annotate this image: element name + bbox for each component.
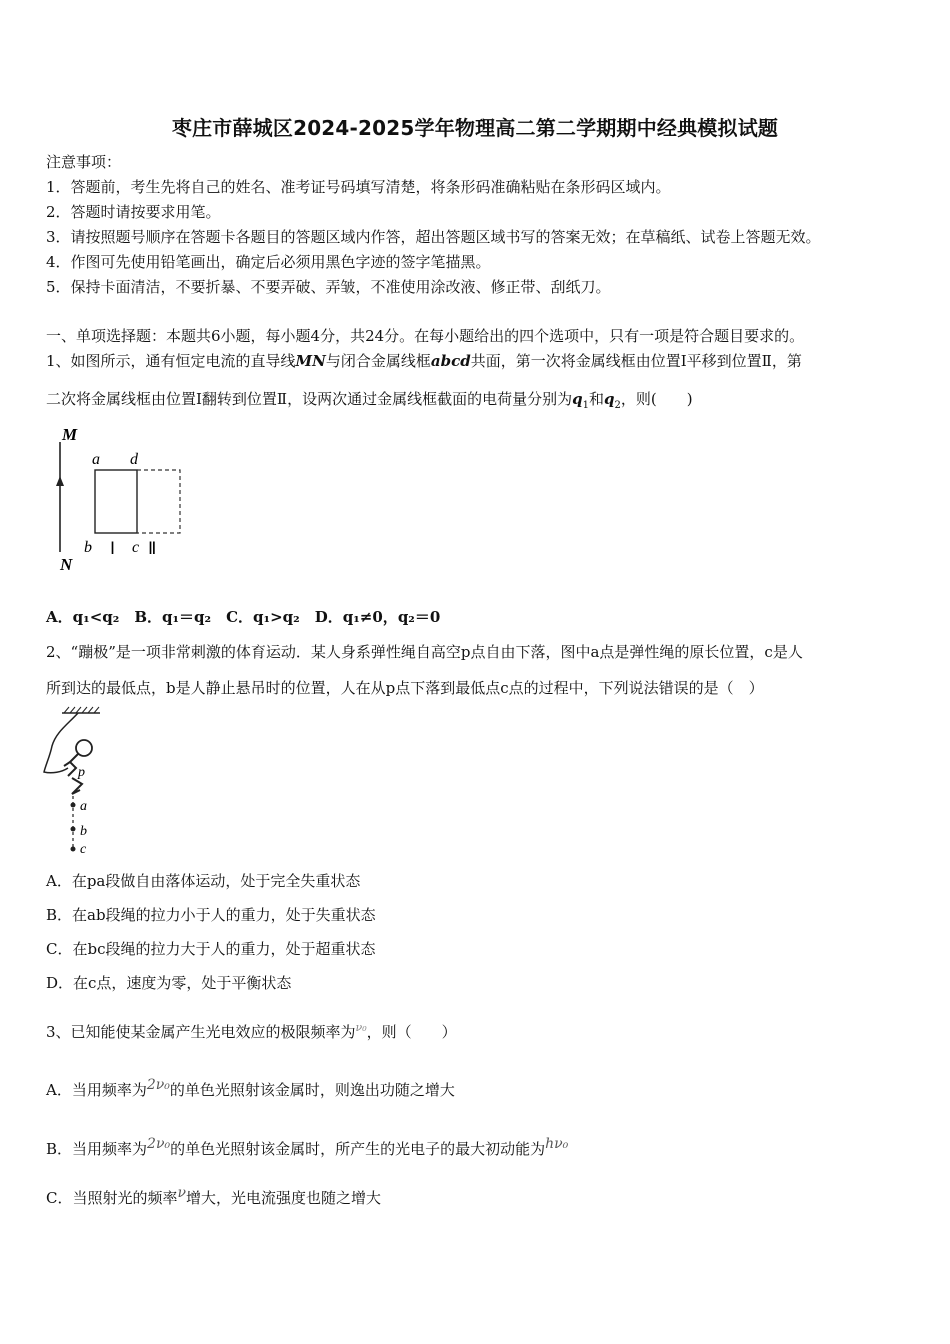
label-c: c [132,539,140,556]
q3-option-c: C．当照射光的频率ν增大，光电流强度也随之增大 [46,1185,382,1207]
q3-stem: 3、已知能使某金属产生光电效应的极限频率为$^{\nu_0}$，则（ ） [46,1021,457,1041]
q2-stem-line2: 所到达的最低点，b是人静止悬吊时的位置，人在从p点下落到最低点c点的过程中，下列说法错误的是（ ） [46,679,764,697]
notice-item: 4．作图可先使用铅笔画出，确定后必须用黑色字迹的签字笔描黑。 [46,253,491,271]
label-I: Ⅰ [110,539,116,558]
notice-item: 5．保持卡面清洁，不要折暴、不要弄破、弄皱，不准使用涂改液、修正带、刮纸刀。 [46,278,611,296]
section-heading: 一、单项选择题：本题共6小题，每小题4分，共24分。在每小题给出的四个选项中，只有一项是符合题目要求的。 [46,327,805,345]
q2-stem-line1: 2、“蹦极”是一项非常刺激的体育运动．某人身系弹性绳自高空p点自由下落，图中a点是弹性绳的原长位置，c是人 [46,643,803,661]
label-a: a [92,451,100,468]
label-II: Ⅱ [148,539,157,558]
notice-heading: 注意事项： [46,153,122,171]
label-p: p [78,765,85,780]
label-a: a [80,799,87,814]
q2-option-b: B．在ab段绳的拉力小于人的重力，处于失重状态 [46,906,376,924]
q1-options: A．q₁<q₂ B．q₁＝q₂ C．q₁>q₂ D．q₁≠0，q₂＝0 [46,608,441,626]
q1-stem-line1: 1、如图所示，通有恒定电流的直导线MN与闭合金属线框abcd共面，第一次将金属线框由位置Ⅰ平移到位置Ⅱ，第 [46,352,802,370]
label-b: b [84,539,92,556]
label-d: d [130,451,138,468]
q2-option-c: C．在bc段绳的拉力大于人的重力，处于超重状态 [46,940,376,958]
label-c: c [80,842,87,857]
q2-option-a: A．在pa段做自由落体运动，处于完全失重状态 [46,872,361,890]
label-b: b [80,824,87,839]
q1-figure [44,420,194,580]
q1-stem-line2: 二次将金属线框由位置Ⅰ翻转到位置Ⅱ，设两次通过金属线框截面的电荷量分别为$q_1$和$q_2$，则( ) [46,390,693,411]
q2-figure [42,704,112,858]
notice-item: 1．答题前，考生先将自己的姓名、准考证号码填写清楚，将条形码准确粘贴在条形码区域内。 [46,178,671,196]
q3-option-a: A．当用频率为2ν₀的单色光照射该金属时，则逸出功随之增大 [46,1077,455,1099]
label-N: N [60,555,73,574]
q2-option-d: D．在c点，速度为零，处于平衡状态 [46,974,292,992]
label-M: M [62,425,78,444]
notice-item: 2．答题时请按要求用笔。 [46,203,221,221]
page-title: 枣庄市薛城区2024-2025学年物理高二第二学期期中经典模拟试题 [171,116,779,140]
notice-item: 3．请按照题号顺序在答题卡各题目的答题区域内作答，超出答题区域书写的答案无效；在草稿纸、试卷上答题无效。 [46,228,821,246]
q3-option-b: B．当用频率为2ν₀的单色光照射该金属时，所产生的光电子的最大初动能为hν₀ [46,1136,569,1158]
